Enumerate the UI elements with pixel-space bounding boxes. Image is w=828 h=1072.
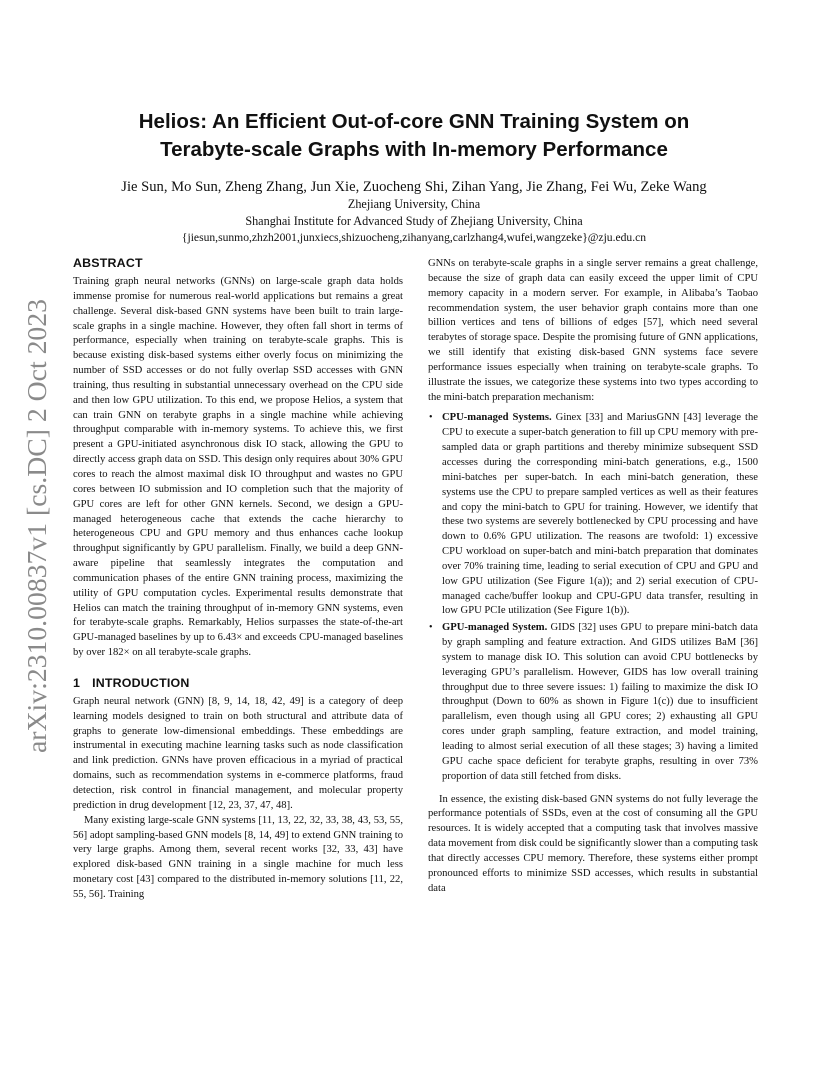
right-paragraph-2: In essence, the existing disk-based GNN systems do not fully leverage the performance potentials of SSDs, even at the cost of consuming all the GPU resources. It is widely accepted that a computing task that involves massive data movement from disk could be significantly slower than a computing task that directly accesses CPU memory. Therefore, these systems either prompt pronounced efforts to minimize SSD accesses, which results in substantial data bbox=[428, 793, 758, 894]
list-item-gpu-managed bbox=[428, 621, 758, 784]
paper-title bbox=[70, 108, 758, 164]
arxiv-stamp-text: arXiv:2310.00837v1 [cs.DC] 2 Oct 2023 bbox=[22, 310, 52, 753]
right-column bbox=[428, 257, 758, 896]
abstract-heading: ABSTRACT bbox=[73, 256, 143, 270]
list-item-cpu-managed bbox=[428, 411, 758, 619]
intro-paragraph-1: Graph neural network (GNN) [8, 9, 14, 18, 42, 49] is a category of deep learning models designed to train on both structural and attribute data of graphs to generate low-dimensional embeddings. These embeddings are instrumental in executing machine learning tasks such as node classification and link prediction. GNNs have proven efficacious in a myriad of practical domains, such as recommendation systems in e-commerce platforms, fraud detection, risk control in financial management, and molecular property prediction in drug development [12, 23, 37, 47, 48]. bbox=[73, 695, 403, 811]
system-type-list bbox=[428, 411, 758, 784]
bullet-icon: • bbox=[429, 412, 433, 424]
right-paragraph-1: GNNs on terabyte-scale graphs in a single server remains a great challenge, because the size of graph data can easily exceed the upper limit of CPU memory capacity in a modern server. For example, in Alibaba’s Taobao recommendation system, the user behavior graph contains more than one billion vertices and tens of billions of edges [57], which need several terabytes of storage space. Despite the promising future of GNN applications, we still identify that existing disk-based GNN systems face severe performance issues especially when training on terabyte-scale graphs. To illustrate the issues, we categorize these systems into two types according to the mini-batch preparation mechanism: bbox=[428, 258, 758, 403]
bullet-icon: • bbox=[429, 622, 433, 634]
abstract-text: Training graph neural networks (GNNs) on large-scale graph data holds immense promise for numerous real-world applications but remains a great challenge. Several disk-based GNN systems have been built to train large-scale graphs in a single machine. However, they often fall short in terms of performance, especially when training on terabyte-scale graphs. This is because existing disk-based systems either overly focus on minimizing the number of SSD accesses or do not fully overlap SSD accesses with GNN training, thus resulting in substantial unnecessary overhead on the CPU side and then low GPU utilization. To this end, we propose Helios, a system that can train GNN on terabyte graphs in a single machine while achieving throughput comparable with in-memory systems. To achieve this, we first present a GPU-initiated asynchronous disk IO stack, allowing the GPU to directly access graph data on SSD. This design only requires about 30% GPU cores to reach the almost maximal disk IO throughput and wastes no GPU cores between IO submission and IO completion such that the majority of GPU cores are left for other GNN kernels. Second, we design a GPU-managed heterogeneous cache that extends the cache hierarchy to heterogeneous CPU and GPU memory and thus enhances cache lookup throughput significantly by GPU parallelism. Finally, we build a deep GNN-aware pipeline that seamlessly integrates the computation and communication phases of the entire GNN training process, maximizing the utility of GPU computation cycles. Experimental results demonstrate that Helios can match the training throughput of in-memory GNN systems, even for terabyte-scale graphs. Remarkably, Helios surpasses the state-of-the-art GPU-managed baselines by up to 6.43× and exceeds CPU-managed baselines by over 182× on all terabyte-scale graphs. bbox=[73, 276, 403, 659]
arxiv-stamp bbox=[19, 295, 55, 755]
affiliation-institute: Shanghai Institute for Advanced Study of Zhejiang University, China bbox=[245, 214, 583, 228]
intro-paragraph-2: Many existing large-scale GNN systems [11, 13, 22, 32, 33, 38, 43, 53, 55, 56] adopt sampling-based GNN models [8, 14, 49] to extend GNN training to very large graphs. Among them, several recent works [32, 33, 43] have explored disk-based GNN training in a single machine for much less monetary cost [43] compared to the distributed in-memory solutions [11, 22, 55, 56]. Training bbox=[73, 814, 403, 900]
list-item-text: Ginex [33] and MariusGNN [43] leverage the CPU to execute a super-batch generation to fill up CPU memory with pre-sampled data or graph partitions and thereby minimize subsequent SSD accesses during the corresponding mini-batch generations, e.g., 1500 mini-batches per super-batch. In each mini-batch generation, these systems use the CPU to prepare sampled vertices as well as their features and copy the mini-batch to GPU for training. However, we identify that these two systems are severely bottlenecked by CPU processing and have down to 0.6% GPU utilization. The reasons are twofold: 1) excessive CPU workload on super-batch and mini-batch preparation that dominates over 70% training time, leading to serial execution of CPU and GPU and low GPU utilization (See Figure 1(a)); and 2) serial execution of CPU-managed cache/buffer lookup and CPU-GPU data transfer, resulting in low GPU PCIe utilization (See Figure 1(b)). bbox=[442, 412, 758, 617]
introduction-heading bbox=[73, 675, 403, 691]
author-list: Jie Sun, Mo Sun, Zheng Zhang, Jun Xie, Zuocheng Shi, Zihan Yang, Jie Zhang, Fei Wu, Zeke Wang bbox=[121, 179, 707, 195]
author-emails: {jiesun,sunmo,zhzh2001,junxiecs,shizuocheng,zihanyang,carlzhang4,wufei,wangzeke}@zju.edu.cn bbox=[181, 231, 647, 244]
paper-title-line-2: Terabyte-scale Graphs with In-memory Performance bbox=[160, 138, 668, 161]
affiliation-university: Zhejiang University, China bbox=[347, 197, 481, 211]
section-title: INTRODUCTION bbox=[92, 675, 190, 690]
paper-title-line-1: Helios: An Efficient Out-of-core GNN Training System on bbox=[138, 110, 690, 133]
list-item-label: CPU-managed Systems. bbox=[442, 412, 552, 424]
left-column bbox=[73, 255, 403, 903]
list-item-label: GPU-managed System. bbox=[442, 622, 548, 634]
section-number: 1 bbox=[73, 675, 81, 690]
list-item-text: GIDS [32] uses GPU to prepare mini-batch data by graph sampling and feature extraction. And GIDS utilizes BaM [36] system to manage disk IO. This solution can avoid CPU bottlenecks by leveraging GPU’s parallelism. However, GIDS has low overall training throughput due to three severe issues: 1) failing to maximize the disk IO throughput (Down to 60% as shown in Figure 1(c)) due to insufficient parallelism, even though using all GPU cores; 2) exhausting all GPU cores under graph sampling, feature extraction, and model training, leading to almost serial execution of all these stages; 3) having a limited GPU cache space deficient for terabyte graphs, resulting in over 73% proportion of data still fetched from disks. bbox=[442, 622, 758, 782]
